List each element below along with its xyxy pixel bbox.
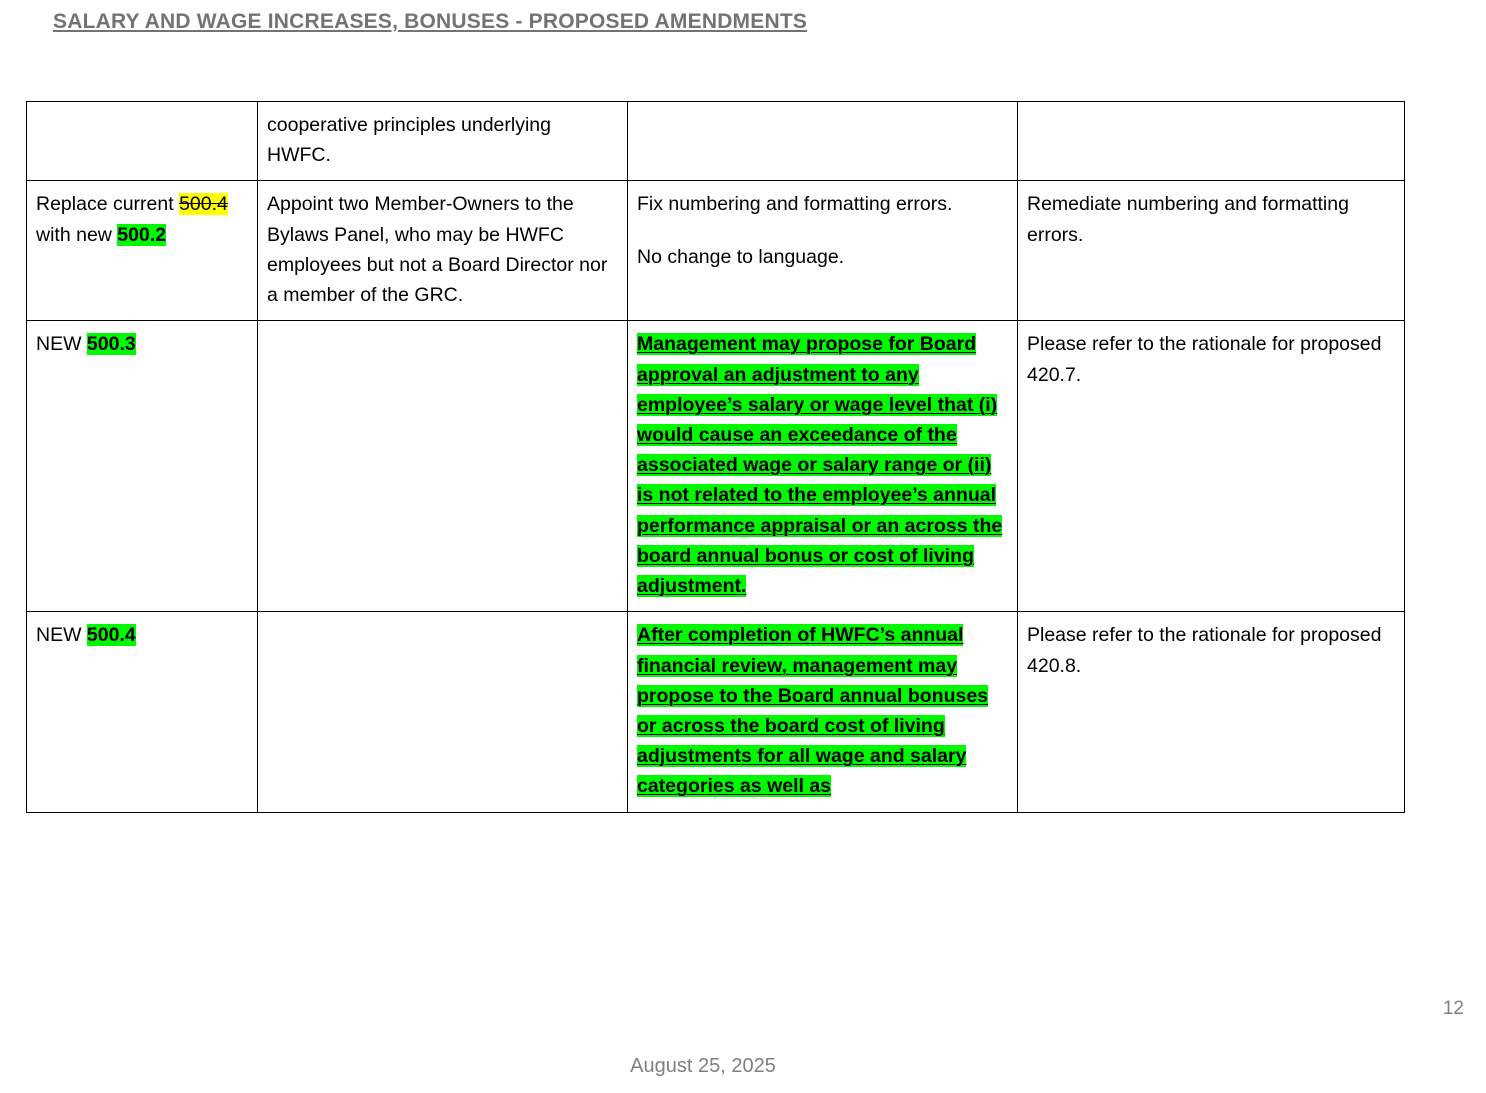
highlighted-new-section: 500.2 [117,223,167,246]
cell-rationale [1018,102,1405,181]
highlighted-proposed-text: After completion of HWFC’s annual financial review, management may propose to the Board annual bonuses or across the board cost of living adjustments for all wage and salary categories as well as [637,624,989,798]
cell-current-language: Appoint two Member-Owners to the Bylaws Panel, who may be HWFC employees but not a Board Director nor a member of the GRC. [258,181,628,321]
highlighted-proposed-text: Management may propose for Board approval an adjustment to any employee’s salary or wage level that (i) would cause an exceedance of the associated wage or salary range or (ii) is not related to the employee’s annual performance appraisal or an across the board annual bonus or cost of living adjustment. [637,333,1003,598]
highlighted-strikethrough-section: 500.4 [179,193,228,216]
footer-date: August 25, 2025 [630,1055,776,1077]
cell-rationale: Remediate numbering and formatting errors. [1018,181,1405,321]
cell-current-language [258,612,628,812]
paragraph: Fix numbering and formatting errors. [637,193,953,216]
cell-current-language: cooperative principles underlying HWFC. [258,102,628,181]
highlighted-new-section: 500.4 [86,624,136,647]
paragraph: No change to language. [637,245,845,268]
table-row [27,181,1405,321]
cell-proposed-language [628,321,1018,612]
table-row [27,321,1405,612]
highlighted-new-section: 500.3 [86,333,136,356]
cell-current-language [258,321,628,612]
cell-rationale: Please refer to the rationale for proposed 420.8. [1018,612,1405,812]
page-number: 12 [1442,998,1464,1019]
cell-proposed-language [628,102,1018,181]
cell-section-reference [27,102,258,181]
cell-rationale: Please refer to the rationale for proposed 420.7. [1018,321,1405,612]
proposed-amendments-table [26,101,1405,813]
cell-section-reference: NEW 500.3 [27,321,258,612]
cell-proposed-language [628,612,1018,812]
page-title: SALARY AND WAGE INCREASES, BONUSES - PROPOSED AMENDMENTS [53,10,808,33]
cell-section-reference: NEW 500.4 [27,612,258,812]
cell-section-reference: Replace current 500.4 with new 500.2 [27,181,258,321]
table-row [27,102,1405,181]
table-row [27,612,1405,812]
cell-proposed-language [628,181,1018,321]
